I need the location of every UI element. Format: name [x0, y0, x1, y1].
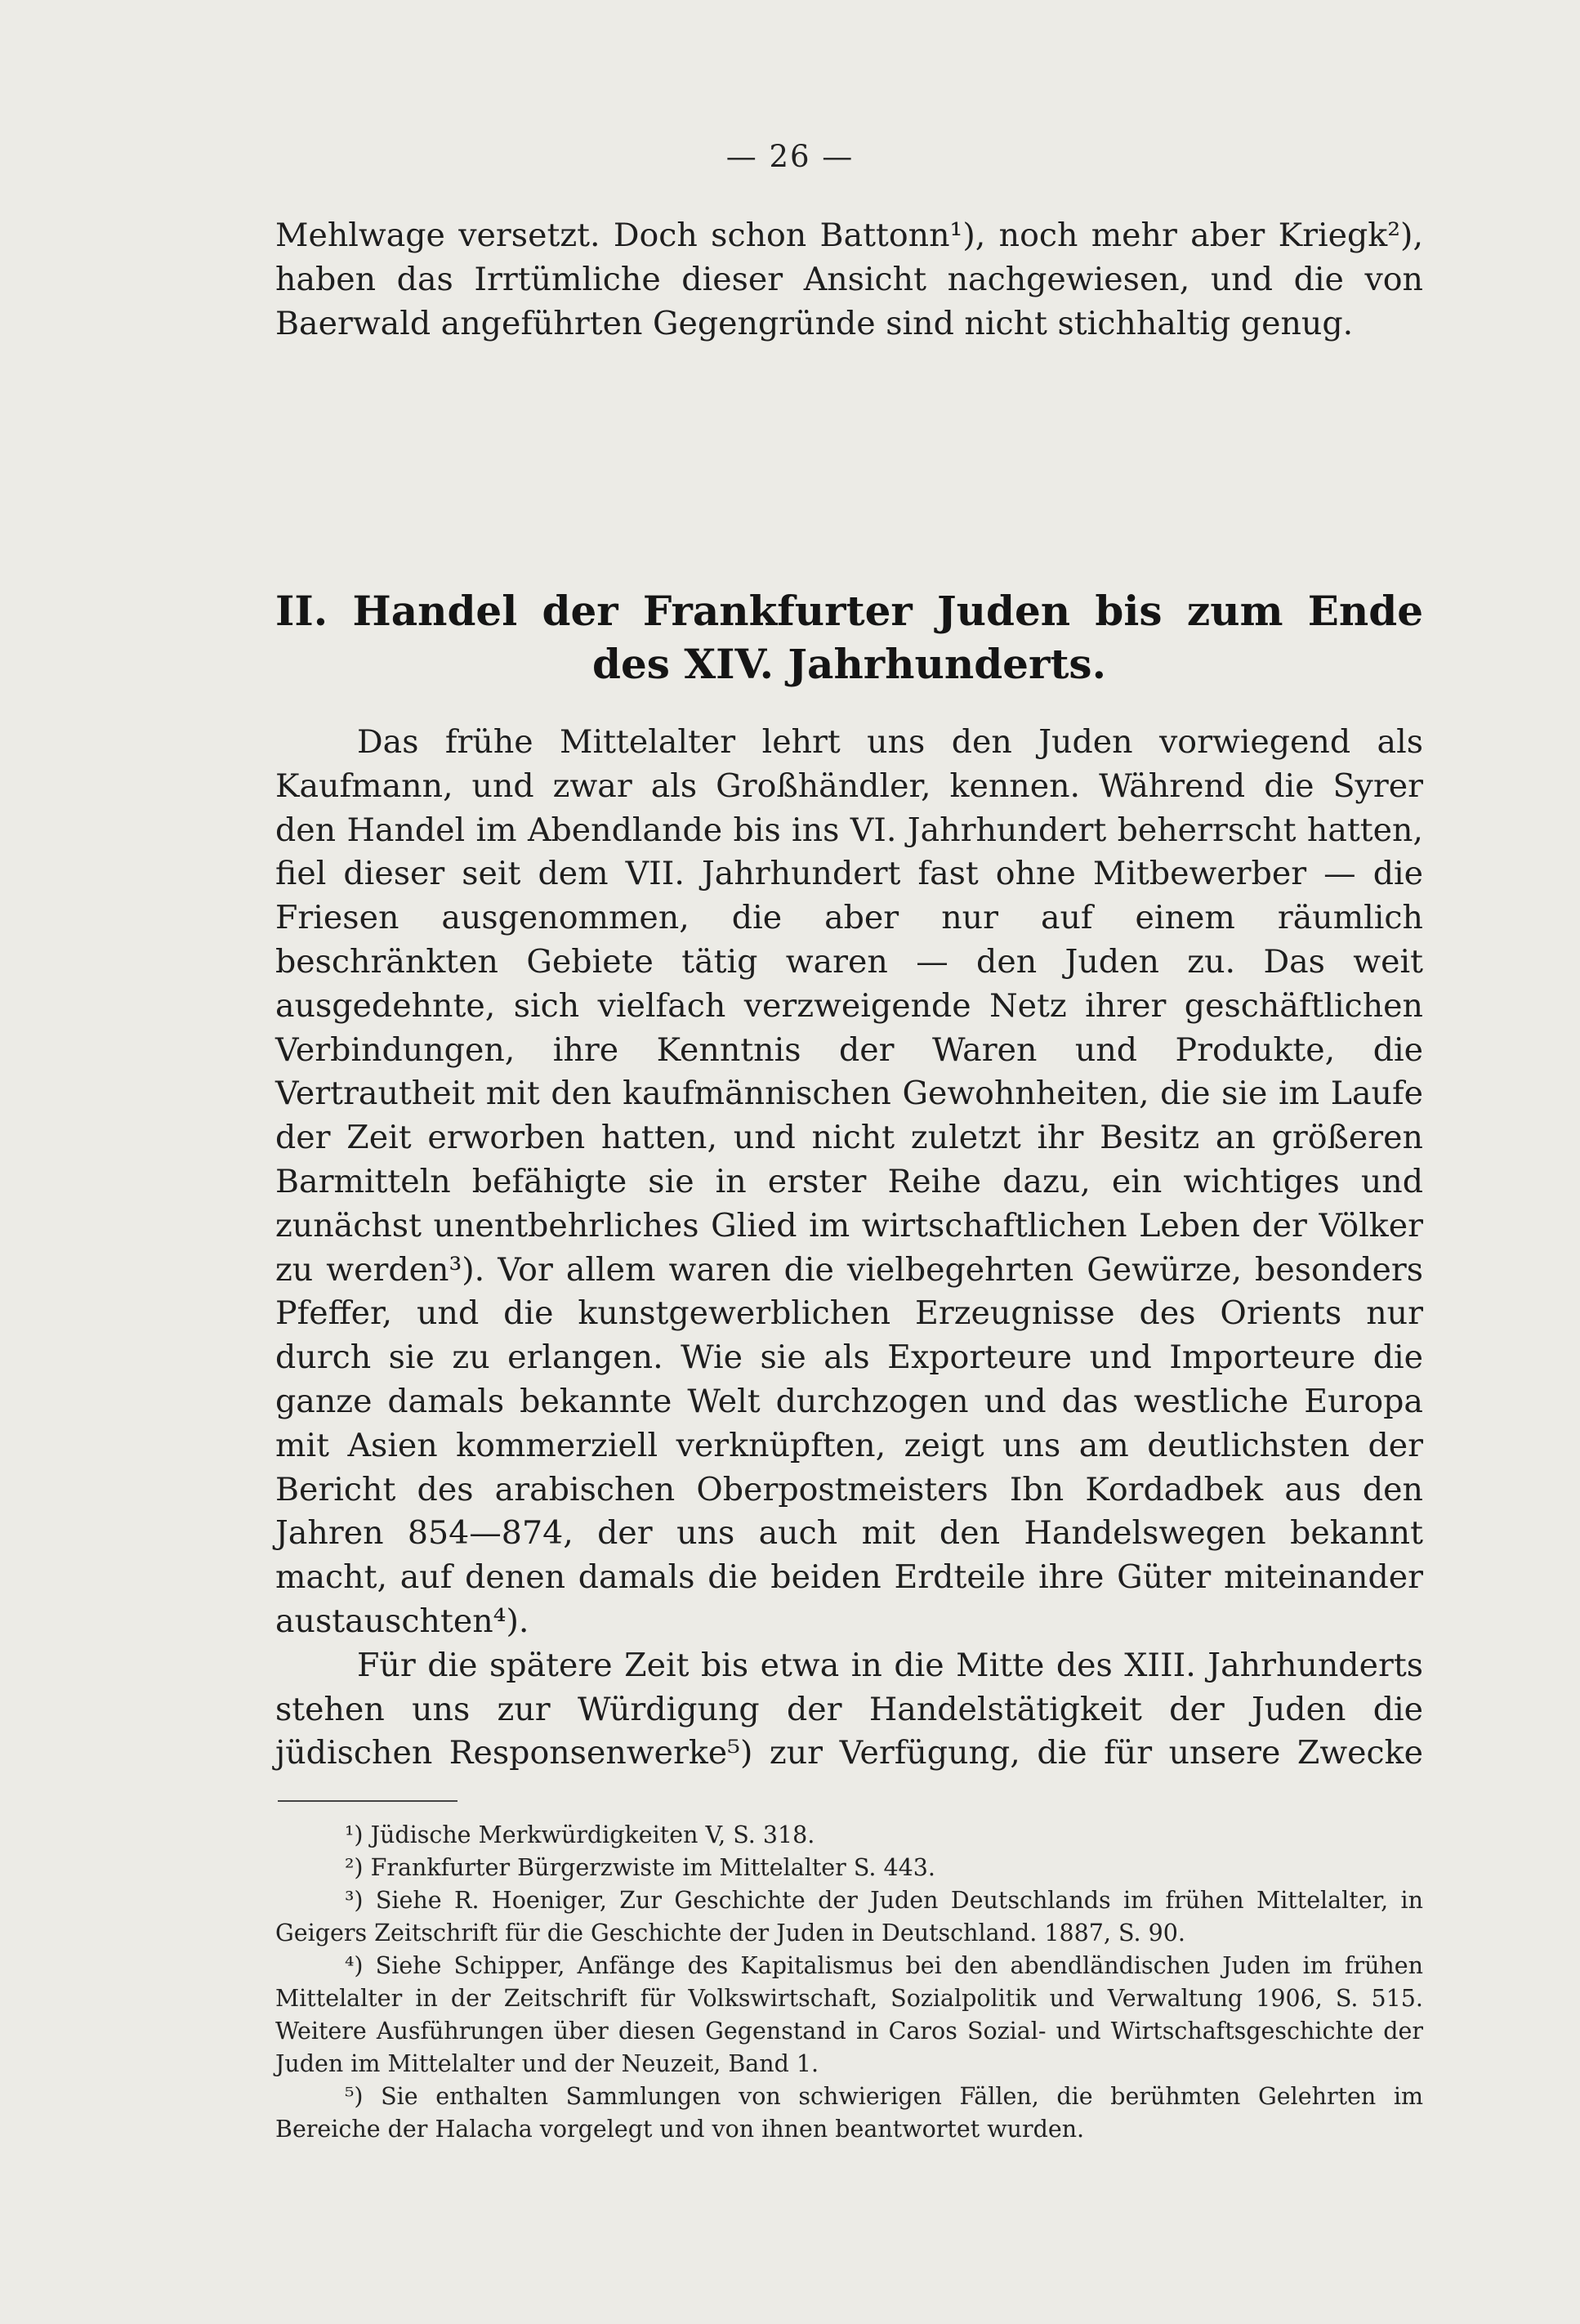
footnote-5: ⁵) Sie enthalten Sammlungen von schwierigen Fällen, die berühmten Gelehrten im Bereiche der Halacha vorgelegt und von ihnen beantwortet wurden. — [275, 2083, 1423, 2143]
footnote-separator — [278, 1800, 457, 1802]
footnote-4: ⁴) Siehe Schipper, Anfänge des Kapitalismus bei den abendländischen Juden im frühen Mittelalter in der Zeitschrift für Volkswirtschaft, Sozialpolitik und Verwaltung 1906, S. 515. Weitere Ausführungen über diesen Gegenstand in Caros Sozial- und Wirtschaftsgeschichte der Juden im Mittelalter und der Neuzeit, Band 1. — [275, 1952, 1423, 2077]
body-text — [275, 721, 1423, 1776]
body-paragraph-2: Für die spätere Zeit bis etwa in die Mitte des XIII. Jahrhunderts stehen uns zur Würdigung der Handelstätigkeit der Juden die jüdischen Responsenwerke⁵) zur Verfügung, die für unsere Zwecke — [275, 1646, 1423, 1772]
section-heading — [275, 584, 1423, 690]
body-paragraph-1: Das frühe Mittelalter lehrt uns den Juden vorwiegend als Kaufmann, und zwar als Großhändler, kennen. Während die Syrer den Handel im Abendlande bis ins VI. Jahrhundert beherrscht hatten, fiel dieser seit dem VII. Jahrhundert fast ohne Mitbewerber — die Friesen ausgenommen, die aber nur auf einem räumlich beschränkten Gebiete tätig waren — den Juden zu. Das weit ausgedehnte, sich vielfach verzweigende Netz ihrer geschäftlichen Verbindungen, ihre Kenntnis der Waren und Produkte, die Vertrautheit mit den kaufmännischen Gewohnheiten, die sie im Laufe der Zeit erworben hatten, und nicht zuletzt ihr Besitz an größeren Barmitteln befähigte sie in erster Reihe dazu, ein wichtiges und zunächst unentbehrliches Glied im wirtschaftlichen Leben der Völker zu werden³). Vor allem waren die vielbegehrten Gewürze, besonders Pfeffer, und die kunstgewerblichen Erzeugnisse des Orients nur durch sie zu erlangen. Wie sie als Exporteure und Importeure die ganze damals bekannte Welt durchzogen und das westliche Europa mit Asien kommerziell verknüpften, zeigt uns am deutlichsten der Bericht des arabischen Oberpostmeisters Ibn Kordadbek aus den Jahren 854—874, der uns auch mit den Handelswegen bekannt macht, auf denen damals die beiden Erdteile ihre Güter miteinander austauschten⁴). — [275, 723, 1423, 1640]
footnote-3: ³) Siehe R. Hoeniger, Zur Geschichte der Juden Deutschlands im frühen Mittelalter, in Geigers Zeitschrift für die Geschichte der Juden in Deutschland. 1887, S. 90. — [275, 1887, 1423, 1946]
footnote-1: ¹) Jüdische Merkwürdigkeiten V, S. 318. — [345, 1821, 815, 1848]
intro-paragraph-block — [275, 214, 1423, 346]
footnote-2: ²) Frankfurter Bürgerzwiste im Mittelalter S. 443. — [345, 1854, 935, 1881]
footnotes — [275, 1819, 1423, 2146]
intro-paragraph: Mehlwage versetzt. Doch schon Battonn¹), noch mehr aber Kriegk²), haben das Irrtümliche dieser Ansicht nachgewiesen, und die von Baerwald angeführten Gegengründe sind nicht stichhaltig genug. — [275, 217, 1423, 342]
section-heading-line-1: II. Handel der Frankfurter Juden bis zum Ende — [275, 587, 1423, 635]
section-heading-line-2: des XIV. Jahrhunderts. — [592, 640, 1106, 688]
page-number: — 26 — — [725, 139, 855, 174]
